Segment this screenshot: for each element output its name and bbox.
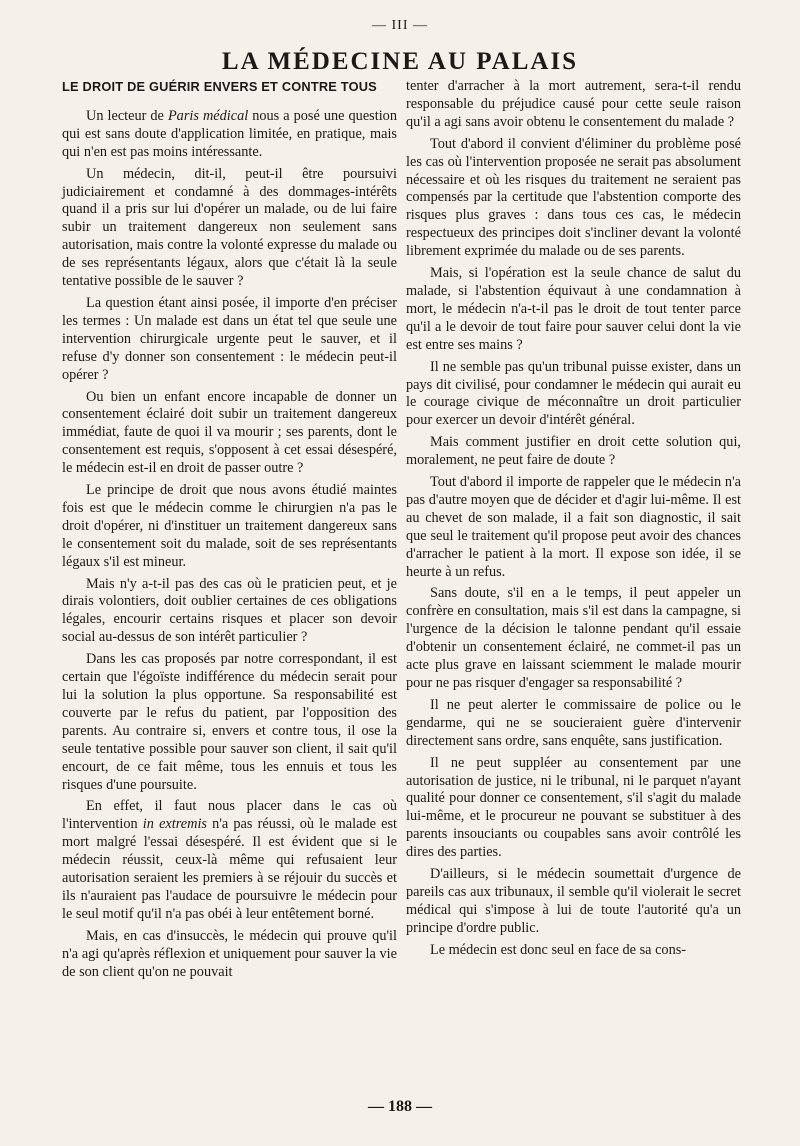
- right-column: [406, 78, 741, 964]
- paragraph: [62, 295, 397, 385]
- paragraph: [406, 265, 741, 355]
- paragraph-text: Tout d'abord il importe de rappeler que le médecin n'a pas d'autre moyen que de décider et d'agir lui-même. Il est au chevet de son malade, il a fait son diagnostic, il sait que seul le traitement qu'il propose peut avoir des chances d'arracher le patient à la mort. Il expose son idée, il se heurte à un refus.: [406, 474, 741, 580]
- paragraph-text: Il ne semble pas qu'un tribunal puisse exister, dans un pays dit civilisé, pour condamner le médecin qui aurait eu le courage civique de méconnaître un droit particulier pour exercer un devoir d'intérêt général.: [406, 358, 741, 429]
- paragraph-text: Sans doute, s'il en a le temps, il peut appeler un confrère en consultation, mais s'il est dans la campagne, si l'urgence de la décision le talonne pendant qu'il essaie d'obtenir un consentement éclairé, ne commet-il pas un acte plus grave en laissant sciemment le malade mourir pour ne pas risquer d'engager sa responsabilité ?: [406, 585, 741, 691]
- paragraph: [62, 389, 397, 479]
- paragraph: [406, 434, 741, 470]
- paragraph-text: Mais, en cas d'insuccès, le médecin qui prouve qu'il n'a agi qu'après réflexion et uniquement pour sauver la vie de son client qu'on ne pouvait: [62, 927, 397, 980]
- paragraph-text: n'a pas réussi, où le malade est mort malgré l'essai désespéré. Il est évident que si le médecin réussit, ceux-là même qui refusaient leur autorisation seraient les premiers à se réjouir du succès et ils n'auraient pas l'audace de poursuivre le médecin pour le seul motif qu'il n'a pas obéi à leur entêtement borné.: [62, 816, 397, 922]
- paragraph: [62, 108, 397, 162]
- paragraph: [406, 585, 741, 692]
- paragraph-text: En effet, il faut nous placer dans le cas où l'intervention: [62, 798, 397, 833]
- paragraph: [406, 866, 741, 938]
- right-paragraphs: [406, 78, 741, 960]
- paragraph: [406, 359, 741, 431]
- paragraph-text: Il ne peut alerter le commissaire de police ou le gendarme, qui ne se soucieraient guère d'intervenir directement sans ordre, sans enquête, sans justification.: [406, 696, 741, 749]
- italic-text: Paris médical: [167, 107, 249, 124]
- paragraph: [62, 576, 397, 648]
- left-column: [62, 78, 397, 986]
- paragraph-text: Mais comment justifier en droit cette solution qui, moralement, ne peut faire de doute ?: [406, 434, 741, 469]
- paragraph: [406, 78, 741, 132]
- roman-page-number: — III —: [372, 18, 428, 33]
- paragraph: [62, 928, 397, 982]
- masthead-title: LA MÉDECINE AU PALAIS: [221, 48, 579, 75]
- paragraph: [406, 474, 741, 581]
- paragraph-text: Tout d'abord il convient d'éliminer du problème posé les cas où l'intervention proposée ne serait pas absolument nécessaire et où les risques du traitement ne seraient pas compensés par la certitude que l'abstention comporte des risques plus graves : dans tous ces cas, le médecin respectueux des principes doit s'incliner devant la volonté librement exprimée du malade ou de ses parents.: [406, 135, 741, 260]
- paragraph: [62, 798, 397, 923]
- paragraph-text: Dans les cas proposés par notre correspondant, il est certain que l'égoïste indifférence du médecin serait pour lui la solution la plus opportune. Sa responsabilité est couverte par le refus du patient, par l'opposition des parents. Au contraire si, envers et contre tous, il ose la seule tentative possible pour sauver son client, il sait qu'il encourt, de ce fait même, tous les ennuis et tous les risques d'une poursuite.: [62, 651, 397, 793]
- paragraph-text: Le principe de droit que nous avons étudié maintes fois est que le médecin comme le chirurgien n'a pas le droit d'opérer, ni d'instituer un traitement dangereux sans le consentement soit du malade, soit de ses représentants légaux s'il est mineur.: [62, 482, 397, 570]
- paragraph-text: La question étant ainsi posée, il importe d'en préciser les termes : Un malade est dans un état tel que seule une intervention chirurgicale urgente peut le sauver, et il refuse d'y donner son consentement : le médecin peut-il opérer ?: [62, 294, 397, 383]
- paragraph: [406, 136, 741, 261]
- paragraph-text: Un lecteur de: [86, 107, 168, 124]
- paragraph: [62, 482, 397, 572]
- italic-text: in extremis: [142, 816, 207, 833]
- paragraph: [62, 651, 397, 794]
- paragraph-text: Mais, si l'opération est la seule chance de salut du malade, si l'abstention équivaut à une condamnation à mort, le médecin n'a-t-il pas le droit de tout tenter parce qu'il a le devoir de tout faire pour sauver celui dont la vie est entre ses mains ?: [406, 265, 741, 353]
- paragraph-text: Mais n'y a-t-il pas des cas où le praticien peut, et je dirais volontiers, doit oublier certaines de ces obligations légales, encourir certains risques et placer son devoir social au-dessus de son intérêt particulier ?: [62, 575, 397, 646]
- paragraph-text: D'ailleurs, si le médecin soumettait d'urgence de pareils cas aux tribunaux, il semble qu'il violerait le secret médical qui s'impose à lui de toute l'autorité qu'a un principe d'ordre public.: [406, 866, 741, 936]
- left-paragraphs: [62, 108, 397, 982]
- page-number: — 188 —: [368, 1098, 432, 1115]
- paragraph: [62, 166, 397, 291]
- paragraph: [406, 755, 741, 862]
- article-title: LE DROIT DE GUÉRIR ENVERS ET CONTRE TOUS: [62, 79, 377, 94]
- paragraph-text: tenter d'arracher à la mort autrement, sera-t-il rendu responsable du préjudice causé pour cette seule raison qu'il a agi sans avoir obtenu le consentement du malade ?: [406, 78, 741, 130]
- paragraph-text: Un médecin, dit-il, peut-il être poursuivi judiciairement et condamné à des dommages-intérêts quand il a pris sur lui d'opérer un malade, ou de lui faire subir un traitement dangereux non seulement sans autorisation, mais contre la volonté expresse du malade ou de ses représentants légaux, alors que c'était là la seule tentative possible de le sauver ?: [62, 165, 397, 290]
- paragraph-text: Il ne peut suppléer au consentement par une autorisation de justice, ni le tribunal, ni le parquet n'ayant qualité pour donner ce consentement, s'il s'agit du malade lui-même, et le procureur ne pouvant se substituer à des parents insouciants ou coupables sans avoir contrôlé les dires des parties.: [406, 754, 741, 861]
- paragraph-text: Le médecin est donc seul en face de sa cons-: [430, 941, 687, 958]
- paragraph-text: nous a posé une question qui est sans doute d'application limitée, en pratique, mais qui n'en est pas moins intéressante.: [62, 107, 397, 160]
- paragraph-text: Ou bien un enfant encore incapable de donner un consentement éclairé doit subir un traitement dangereux immédiat, faute de quoi il va mourir ; ses parents, dont le consentement est requis, s'opposent à cet essai désespéré, le médecin est-il en droit de passer outre ?: [62, 388, 397, 477]
- paragraph: [406, 942, 741, 960]
- paragraph: [406, 697, 741, 751]
